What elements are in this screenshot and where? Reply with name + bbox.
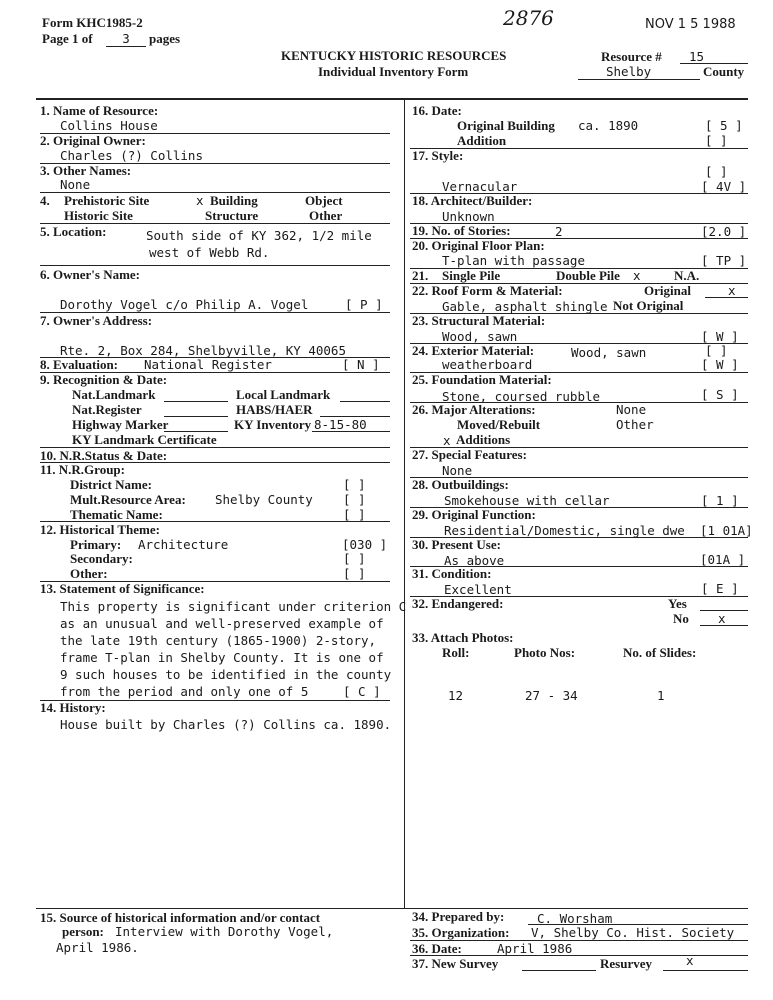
- field-4-object: Object: [305, 193, 343, 208]
- field-19-value: 2: [555, 224, 563, 239]
- field-7-label: 7. Owner's Address:: [40, 313, 153, 328]
- field-9-ky-inventory-date: 8-15-80: [314, 417, 367, 432]
- field-22-original: Original: [644, 283, 691, 298]
- field-37-label: 37. New Survey: [412, 956, 499, 971]
- field-28-code: [ 1 ]: [701, 493, 739, 508]
- field-2-label: 2. Original Owner:: [40, 133, 146, 148]
- field-16-addition: Addition: [457, 133, 507, 148]
- field-28-value: Smokehouse with cellar: [444, 493, 610, 508]
- field-13-label: 13. Statement of Significance:: [40, 581, 205, 596]
- page-total: 3: [122, 31, 130, 46]
- field-12-secondary-code: [ ]: [343, 551, 366, 566]
- field-1-value: Collins House: [60, 118, 158, 133]
- field-15-value-2: April 1986.: [56, 940, 139, 955]
- field-13-line-1: This property is significant under criterion C: [60, 599, 407, 614]
- field-29-label: 29. Original Function:: [412, 507, 536, 522]
- field-15-value-1: Interview with Dorothy Vogel,: [115, 924, 334, 939]
- field-33-slides-value: 1: [657, 688, 665, 703]
- field-9-label: 9. Recognition & Date:: [40, 372, 168, 387]
- field-14-value: House built by Charles (?) Collins ca. 1890.: [60, 717, 392, 732]
- field-33-roll: Roll:: [442, 645, 470, 660]
- field-18-value: Unknown: [442, 209, 495, 224]
- field-4-building: Building: [210, 193, 258, 208]
- field-14-label: 14. History:: [40, 700, 106, 715]
- field-4-check: x: [196, 193, 204, 208]
- field-4-historic: Historic Site: [64, 208, 133, 223]
- field-15-label-2: person:: [62, 924, 104, 939]
- field-12-label: 12. Historical Theme:: [40, 522, 160, 537]
- field-26-additions-check: x: [443, 433, 451, 448]
- field-16-original-value: ca. 1890: [578, 118, 639, 133]
- field-22-original-check: x: [728, 283, 736, 298]
- field-11-mult: Mult.Resource Area:: [70, 492, 186, 507]
- county-label: County: [703, 64, 745, 79]
- field-9-nat-landmark: Nat.Landmark: [72, 387, 156, 402]
- field-27-label: 27. Special Features:: [412, 447, 527, 462]
- field-9-local-landmark: Local Landmark: [236, 387, 331, 402]
- field-29-code: [1 01A]: [700, 523, 753, 538]
- field-5-value-1: South side of KY 362, 1/2 mile: [146, 228, 372, 243]
- field-16-original-code: [ 5 ]: [705, 118, 743, 133]
- field-34-label: 34. Prepared by:: [412, 909, 505, 924]
- field-13-line-3: the late 19th century (1865-1900) 2-story,: [60, 633, 377, 648]
- field-11-thematic-code: [ ]: [343, 507, 366, 522]
- field-13-line-6: from the period and only one of 5: [60, 684, 309, 699]
- field-37-resurvey-check: x: [686, 953, 694, 968]
- field-29-value: Residential/Domestic, single dwe: [444, 523, 685, 538]
- field-37-resurvey: Resurvey: [600, 956, 652, 971]
- field-11-mult-code: [ ]: [343, 492, 366, 507]
- field-3-label: 3. Other Names:: [40, 163, 132, 178]
- field-36-label: 36. Date:: [412, 941, 462, 956]
- field-11-thematic: Thematic Name:: [70, 507, 163, 522]
- field-23-code: [ W ]: [701, 329, 739, 344]
- field-10-label: 10. N.R.Status & Date:: [40, 448, 168, 463]
- field-1-label: 1. Name of Resource:: [40, 103, 159, 118]
- field-15-label-1: 15. Source of historical information and/or contact: [40, 910, 321, 925]
- field-26-additions: Additions: [456, 432, 511, 447]
- field-22-label: 22. Roof Form & Material:: [412, 283, 563, 298]
- field-4-structure: Structure: [205, 208, 259, 223]
- field-5-value-2: west of Webb Rd.: [149, 245, 270, 260]
- page-label: Page 1 of: [42, 31, 93, 46]
- field-19-code: [2.0 ]: [701, 224, 747, 239]
- field-30-value: As above: [444, 553, 505, 568]
- field-13-line-2: as an unusual and well-preserved example of: [60, 616, 384, 631]
- field-12-primary-value: Architecture: [138, 537, 229, 552]
- handwritten-number: 2876: [503, 6, 554, 30]
- field-22-value: Gable, asphalt shingle: [442, 299, 608, 314]
- field-30-label: 30. Present Use:: [412, 537, 501, 552]
- field-9-habs: HABS/HAER: [236, 402, 313, 417]
- field-9-nat-register: Nat.Register: [72, 402, 142, 417]
- field-8-code: [ N ]: [342, 357, 380, 372]
- field-16-addition-code: [ ]: [705, 133, 728, 148]
- field-5-label: 5. Location:: [40, 224, 107, 239]
- field-11-district: District Name:: [70, 477, 152, 492]
- field-24-code-1: [ ]: [705, 343, 728, 358]
- field-36-value: April 1986: [497, 941, 573, 956]
- field-16-original: Original Building: [457, 118, 555, 133]
- field-20-value: T-plan with passage: [442, 253, 585, 268]
- field-24-code-2: [ W ]: [701, 357, 739, 372]
- field-6-value: Dorothy Vogel c/o Philip A. Vogel: [60, 297, 309, 312]
- field-25-code: [ S ]: [701, 387, 739, 402]
- field-25-value: Stone, coursed rubble: [442, 389, 601, 404]
- field-24-value-1: Wood, sawn: [571, 345, 647, 360]
- field-32-no: No: [673, 611, 689, 626]
- field-13-line-4: frame T-plan in Shelby County. It is one of: [60, 650, 384, 665]
- field-6-label: 6. Owner's Name:: [40, 267, 141, 282]
- field-21-check: x: [633, 268, 641, 283]
- field-12-primary-code: [030 ]: [342, 537, 388, 552]
- field-8-label: 8. Evaluation:: [40, 357, 119, 372]
- county-value: Shelby: [606, 64, 652, 79]
- field-33-slides: No. of Slides:: [623, 645, 697, 660]
- field-26-none: None: [616, 402, 647, 417]
- field-25-label: 25. Foundation Material:: [412, 372, 552, 387]
- field-21-na: N.A.: [674, 268, 700, 283]
- field-26-moved: Moved/Rebuilt: [457, 417, 541, 432]
- field-4-prehistoric: Prehistoric Site: [64, 193, 150, 208]
- field-16-label: 16. Date:: [412, 103, 462, 118]
- field-17-code-2: [ 4V ]: [701, 179, 747, 194]
- field-34-value: C. Worsham: [537, 911, 613, 926]
- field-35-value: V, Shelby Co. Hist. Society: [531, 925, 735, 940]
- resource-number: 15: [689, 49, 705, 64]
- field-19-label: 19. No. of Stories:: [412, 223, 511, 238]
- field-30-code: [01A ]: [700, 552, 746, 567]
- field-33-photo-nos: Photo Nos:: [514, 645, 576, 660]
- field-20-label: 20. Original Floor Plan:: [412, 238, 545, 253]
- pages-label: pages: [149, 31, 181, 46]
- field-32-no-check: x: [718, 611, 726, 626]
- field-17-code-1: [ ]: [705, 164, 728, 179]
- field-24-value-2: weatherboard: [442, 357, 533, 372]
- field-17-label: 17. Style:: [412, 148, 464, 163]
- field-21-single: Single Pile: [442, 268, 501, 283]
- field-7-value: Rte. 2, Box 284, Shelbyville, KY 40065: [60, 343, 346, 358]
- field-12-other: Other:: [70, 566, 108, 581]
- field-27-value: None: [442, 463, 473, 478]
- field-12-secondary: Secondary:: [70, 551, 133, 566]
- field-33-photo-value: 27 - 34: [525, 688, 578, 703]
- field-18-label: 18. Architect/Builder:: [412, 193, 533, 208]
- field-4-other: Other: [309, 208, 343, 223]
- field-13-code: [ C ]: [343, 684, 381, 699]
- field-20-code: [ TP ]: [701, 253, 747, 268]
- field-12-other-code: [ ]: [343, 566, 366, 581]
- field-12-primary: Primary:: [70, 537, 122, 552]
- field-26-other: Other: [616, 417, 654, 432]
- field-21-num: 21.: [412, 268, 429, 283]
- field-9-highway: Highway Marker: [72, 417, 169, 432]
- field-26-label: 26. Major Alterations:: [412, 402, 536, 417]
- field-24-label: 24. Exterior Material:: [412, 343, 535, 358]
- field-3-value: None: [60, 177, 91, 192]
- field-31-value: Excellent: [444, 582, 512, 597]
- field-11-district-code: [ ]: [343, 477, 366, 492]
- field-17-value: Vernacular: [442, 179, 518, 194]
- form-id: Form KHC1985-2: [42, 15, 143, 30]
- resource-label: Resource #: [601, 49, 662, 64]
- field-9-ky-inventory: KY Inventory: [234, 417, 312, 432]
- field-4-num: 4.: [40, 193, 50, 208]
- field-8-value: National Register: [144, 357, 272, 372]
- field-6-code: [ P ]: [345, 297, 383, 312]
- field-28-label: 28. Outbuildings:: [412, 477, 509, 492]
- field-31-code: [ E ]: [701, 581, 739, 596]
- field-9-ky-landmark: KY Landmark Certificate: [72, 432, 217, 447]
- field-32-yes: Yes: [668, 596, 687, 611]
- field-33-label: 33. Attach Photos:: [412, 630, 514, 645]
- date-stamp: NOV 1 5 1988: [645, 17, 736, 32]
- field-35-label: 35. Organization:: [412, 925, 510, 940]
- field-23-value: Wood, sawn: [442, 329, 518, 344]
- form-title: KENTUCKY HISTORIC RESOURCES: [281, 48, 507, 63]
- field-23-label: 23. Structural Material:: [412, 313, 546, 328]
- field-31-label: 31. Condition:: [412, 566, 492, 581]
- field-32-label: 32. Endangered:: [412, 596, 504, 611]
- form-subtitle: Individual Inventory Form: [318, 64, 469, 79]
- field-33-roll-value: 12: [448, 688, 464, 703]
- field-21-double: Double Pile: [556, 268, 620, 283]
- field-2-value: Charles (?) Collins: [60, 148, 203, 163]
- field-11-label: 11. N.R.Group:: [40, 462, 125, 477]
- field-11-mult-value: Shelby County: [215, 492, 313, 507]
- field-13-line-5: 9 such houses to be identified in the county: [60, 667, 392, 682]
- field-22-not-original: Not Original: [613, 298, 684, 313]
